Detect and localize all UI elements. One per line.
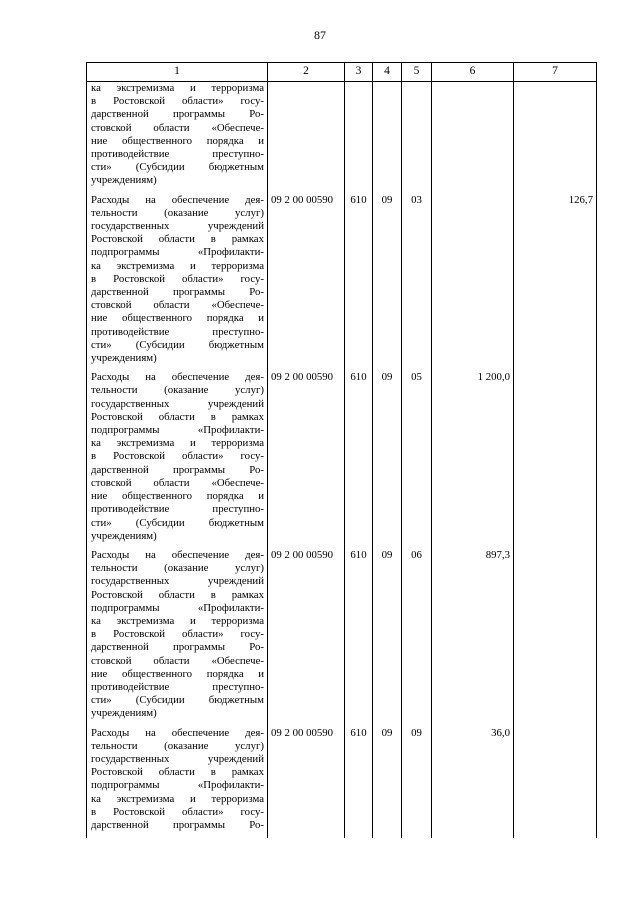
description-line: ка экстремизма и терроризма [91,792,264,805]
column-header: 2 [268,63,345,82]
column-header: 1 [87,63,268,82]
amount-col6-cell: 1 200,0 [432,371,514,549]
description-line: учреждениям) [91,707,157,720]
table-row [87,194,597,372]
description-line: Расходы на обеспечение дея- [91,193,264,206]
expense-type-cell: 610 [345,194,373,372]
amount-col6-cell: 36,0 [432,727,514,839]
column-header: 6 [432,63,514,82]
section-cell: 09 [373,727,402,839]
section-cell: 09 [373,549,402,727]
description-line: в Ростовской области» госу- [91,805,264,818]
description-cell [87,727,268,839]
table-header-row [87,63,597,82]
description-line: ка экстремизма и терроризма [91,259,264,272]
section-cell: 09 [373,194,402,372]
amount-col7-cell: 126,7 [514,194,597,372]
column-header: 5 [402,63,432,82]
amount-col6-cell [432,194,514,372]
description-line: дарственной программы Ро- [91,108,264,121]
target-code-cell: 09 2 00 00590 [268,549,345,727]
description-cell [87,371,268,549]
section-cell: 09 [373,371,402,549]
description-line: подпрограммы «Профилакти- [91,601,264,614]
description-line: стовской области «Обеспече- [91,654,264,667]
description-line: сти» (Субсидии бюджетным [91,516,264,529]
description-line: в Ростовской области» госу- [91,95,264,108]
description-cell [87,549,268,727]
description-line: в Ростовской области» госу- [91,450,264,463]
description-line: ка экстремизма и терроризма [91,82,264,94]
description-line: тельности (оказание услуг) [91,562,264,575]
description-line: тельности (оказание услуг) [91,206,264,219]
description-line: противодействие преступно- [91,680,264,693]
column-header: 4 [373,63,402,82]
description-line: ние общественного порядка и [91,667,264,680]
table-row [87,371,597,549]
description-line: учреждениям) [91,352,157,365]
description-line: ка экстремизма и терроризма [91,437,264,450]
description-line: дарственной программы Ро- [91,818,264,831]
description-line: государственных учреждений [91,220,264,233]
amount-col7-cell [514,727,597,839]
description-line: сти» (Субсидии бюджетным [91,161,264,174]
amount-col6-cell: 897,3 [432,549,514,727]
description-line: тельности (оказание услуг) [91,739,264,752]
description-line: стовской области «Обеспече- [91,476,264,489]
description-line: Расходы на обеспечение дея- [91,548,264,561]
subsection-cell: 03 [402,194,432,372]
column-header: 7 [514,63,597,82]
description-line: Ростовской области в рамках [91,766,264,779]
description-line: Расходы на обеспечение дея- [91,726,264,739]
description-line: учреждениям) [91,174,157,187]
description-cell [87,194,268,372]
description-line: дарственной программы Ро- [91,463,264,476]
description-line: сти» (Субсидии бюджетным [91,694,264,707]
description-line: тельности (оказание услуг) [91,384,264,397]
subsection-cell: 06 [402,549,432,727]
description-line: Ростовской области в рамках [91,410,264,423]
description-line: государственных учреждений [91,575,264,588]
description-line: Ростовской области в рамках [91,233,264,246]
description-line: стовской области «Обеспече- [91,121,264,134]
description-line: дарственной программы Ро- [91,286,264,299]
description-line: стовской области «Обеспече- [91,299,264,312]
amount-col7-cell [514,371,597,549]
description-line: ние общественного порядка и [91,134,264,147]
target-code-cell: 09 2 00 00590 [268,194,345,372]
expense-type-cell: 610 [345,549,373,727]
subsection-cell: 05 [402,371,432,549]
amount-col7-cell [514,549,597,727]
description-line: противодействие преступно- [91,325,264,338]
description-line: ние общественного порядка и [91,490,264,503]
description-line: государственных учреждений [91,397,264,410]
page-number: 87 [314,28,326,42]
expense-type-cell: 610 [345,371,373,549]
description-line: подпрограммы «Профилакти- [91,246,264,259]
description-line: сти» (Субсидии бюджетным [91,338,264,351]
description-line: Ростовской области в рамках [91,588,264,601]
expense-type-cell: 610 [345,727,373,839]
description-line: ние общественного порядка и [91,312,264,325]
table-row [87,549,597,727]
budget-table [86,62,597,838]
column-header: 3 [345,63,373,82]
table-row-continuation [87,82,597,194]
description-line: подпрограммы «Профилакти- [91,424,264,437]
description-line: противодействие преступно- [91,148,264,161]
target-code-cell: 09 2 00 00590 [268,371,345,549]
description-cell [87,82,268,194]
subsection-cell: 09 [402,727,432,839]
description-line: в Ростовской области» госу- [91,272,264,285]
description-line: государственных учреждений [91,752,264,765]
description-line: учреждениям) [91,529,157,542]
description-line: Расходы на обеспечение дея- [91,371,264,384]
target-code-cell: 09 2 00 00590 [268,727,345,839]
description-line: в Ростовской области» госу- [91,628,264,641]
description-line: подпрограммы «Профилакти- [91,779,264,792]
description-line: ка экстремизма и терроризма [91,614,264,627]
description-line: дарственной программы Ро- [91,641,264,654]
table-row [87,727,597,839]
description-line: противодействие преступно- [91,503,264,516]
